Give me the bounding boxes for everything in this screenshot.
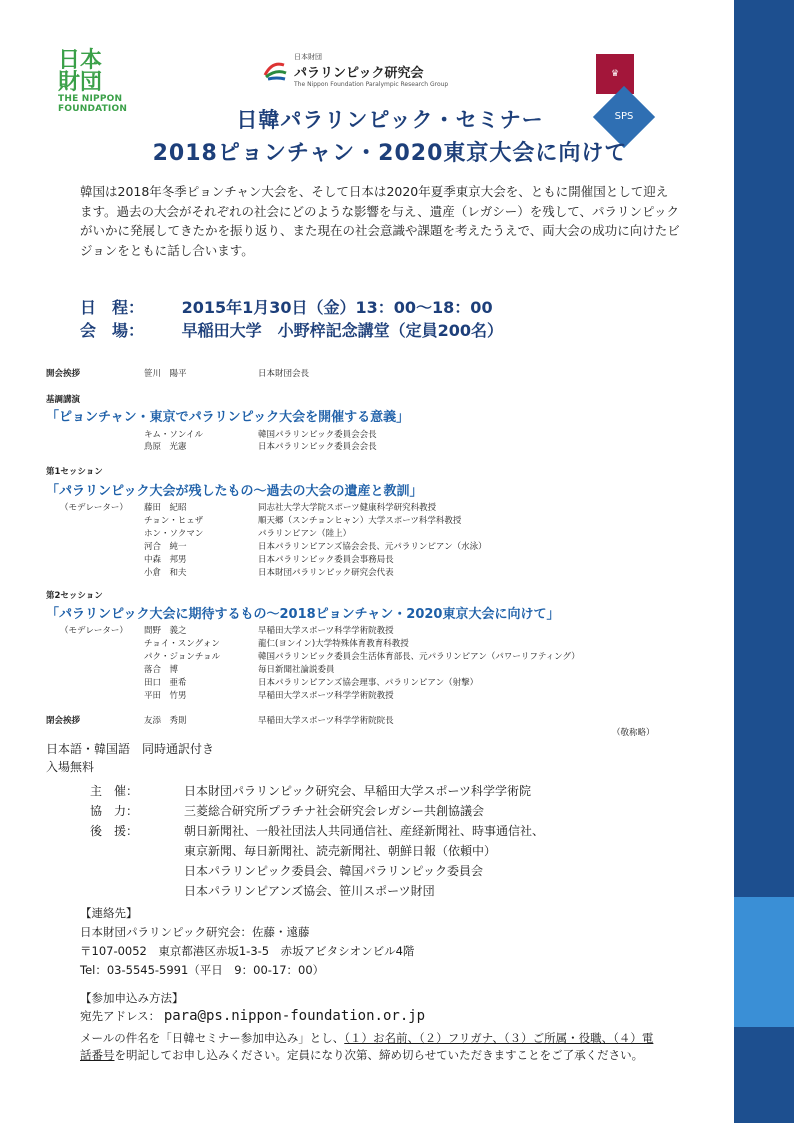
- keynote-label: 基調講演: [46, 395, 81, 405]
- host-label: 主 催：: [90, 784, 139, 798]
- contact-heading: 【連絡先】: [80, 906, 138, 920]
- speaker-aff: 毎日新聞社論説委員: [258, 665, 335, 675]
- speaker-aff: 早稲田大学スポーツ科学学術院教授: [258, 691, 394, 701]
- keynote-title: 「ピョンチャン・東京でパラリンピック大会を開催する意義」: [46, 410, 410, 425]
- nippon-foundation-text: THE NIPPON FOUNDATION: [58, 94, 128, 114]
- speaker-name: 藤田 紀昭: [144, 503, 187, 513]
- speaker-aff: 同志社大学大学院スポーツ健康科学研究科教授: [258, 503, 437, 513]
- speaker-name: 平田 竹男: [144, 691, 187, 701]
- coop-label: 協 力：: [90, 804, 139, 818]
- waseda-seal-icon: ♛: [596, 54, 634, 94]
- speaker-name: 小倉 和夫: [144, 568, 187, 578]
- speaker-name: チョイ・スングォン: [144, 639, 220, 649]
- email-label: 宛先アドレス：: [80, 1009, 161, 1023]
- contact-block: [80, 904, 414, 980]
- speaker-aff: パラリンピアン（陸上）: [258, 529, 352, 539]
- support-label: 後 援：: [90, 824, 139, 838]
- date-value: 2015年1月30日（金）13：00〜18：00: [181, 298, 493, 317]
- closing-aff: 早稲田大学スポーツ科学学術院院長: [258, 716, 394, 726]
- honorific-note: （敬称略）: [612, 728, 655, 738]
- apply-text-a: メールの件名を「日韓セミナー参加申込み」とし、: [80, 1031, 345, 1045]
- support-line: 日本パラリンピアンズ協会、笹川スポーツ財団: [184, 884, 435, 898]
- speaker-aff: 韓国パラリンピック委員会会長: [258, 430, 377, 440]
- speaker-aff: 早稲田大学スポーツ科学学術院教授: [258, 626, 394, 636]
- apply-required-fields: （１）お名前、（２）フリガナ、（３）ご所属・役職、（４）電話番号: [80, 1031, 654, 1062]
- opening-label: 開会挨拶: [46, 369, 81, 379]
- email-row: [80, 1008, 425, 1024]
- speaker-aff: 順天郷（スンチョンヒャン）大学スポーツ科学科教授: [258, 516, 462, 526]
- venue-row: [80, 318, 503, 341]
- speaker-name: 間野 義之: [144, 626, 187, 636]
- session1-label: 第1セッション: [46, 467, 103, 477]
- intro-paragraph: 韓国は2018年冬季ピョンチャン大会を、そして日本は2020年夏季東京大会を、ともに開催国として迎えます。過去の大会がそれぞれの社会にどのような影響を与え、遺産（レガシー）を残して、パラリンピックがいかに発展してきたかを振り返り、また現在の社会意識や課題を考えたうえで、両大会の成功に向けたビジョンをともに話し合います。: [80, 184, 680, 258]
- paralympic-research-logo: [262, 52, 462, 92]
- support-line: 日本パラリンピック委員会、韓国パラリンピック委員会: [184, 864, 484, 878]
- nippon-foundation-logo: [58, 48, 148, 114]
- para-top-text: 日本財団: [294, 53, 322, 61]
- side-band-accent: [734, 897, 794, 1027]
- session2-title: 「パラリンピック大会に期待するもの〜2018ピョンチャン・2020東京大会に向けて」: [46, 607, 560, 622]
- speaker-aff: 日本パラリンピック委員会会長: [258, 442, 377, 452]
- speaker-name: ホン・ソクマン: [144, 529, 204, 539]
- title-line-2: 2018ピョンチャン・2020東京大会に向けて: [152, 141, 628, 166]
- closing-label: 閉会挨拶: [46, 716, 81, 726]
- speaker-name: チョン・ヒェザ: [144, 516, 204, 526]
- speaker-aff: 日本パラリンピック委員会事務局長: [258, 555, 394, 565]
- paralympic-swirl-icon: [262, 57, 288, 83]
- nippon-foundation-mark: 日本 財団: [58, 48, 103, 95]
- session1-title: 「パラリンピック大会が残したもの〜過去の大会の遺産と教訓」: [46, 484, 423, 499]
- venue-label: 会 場：: [80, 321, 145, 340]
- support-line: 朝日新聞社、一般社団法人共同通信社、産経新聞社、時事通信社、: [184, 824, 545, 838]
- contact-address: 〒107-0052 東京都港区赤坂1-3-5 赤坂アビタシオンビル4階: [80, 944, 415, 958]
- speaker-name: 河合 純一: [144, 542, 187, 552]
- speaker-aff: 韓国パラリンピック委員会生活体育部長、元パラリンピアン（パワーリフティング）: [258, 652, 580, 662]
- moderator-label: （モデレーター）: [60, 503, 128, 513]
- admission-note: 入場無料: [46, 760, 95, 774]
- speaker-aff: 日本財団パラリンピック研究会代表: [258, 568, 394, 578]
- opening-aff: 日本財団会長: [258, 369, 310, 379]
- speaker-name: 鳥原 光憲: [144, 442, 187, 452]
- moderator-label: （モデレーター）: [60, 626, 128, 636]
- venue-value: 早稲田大学 小野梓記念講堂（定員200名）: [181, 321, 503, 340]
- speaker-name: 中森 邦男: [144, 555, 187, 565]
- date-row: [80, 295, 493, 318]
- email-link[interactable]: para@ps.nippon-foundation.or.jp: [163, 1008, 426, 1024]
- speaker-aff: 日本パラリンピアンズ協会会長、元パラリンピアン（水泳）: [258, 542, 487, 552]
- coop-value: 三菱総合研究所プラチナ社会研究会レガシー共創協議会: [184, 804, 485, 818]
- title-line-1: 日韓パラリンピック・セミナー: [236, 108, 544, 132]
- opening-name: 笹川 陽平: [144, 369, 187, 379]
- waseda-logos: [596, 54, 684, 122]
- interpretation-note: 日本語・韓国語 同時通訳付き: [46, 742, 215, 756]
- speaker-name: 落合 博: [144, 665, 179, 675]
- sps-text: SPS: [614, 111, 634, 122]
- session2-label: 第2セッション: [46, 591, 103, 601]
- para-sub-text: The Nippon Foundation Paralympic Research Group: [294, 81, 449, 88]
- date-label: 日 程：: [80, 298, 145, 317]
- apply-heading: 【参加申込み方法】: [80, 991, 184, 1005]
- speaker-name: パク・ジョンチョル: [144, 652, 221, 662]
- speaker-aff: 日本パラリンピアンズ協会理事、パラリンピアン（射撃）: [258, 678, 479, 688]
- para-main-text: パラリンピック研究会: [294, 66, 424, 81]
- apply-instructions: [80, 1030, 660, 1064]
- support-line: 東京新聞、毎日新聞社、読売新聞社、朝鮮日報（依頼中）: [184, 844, 497, 858]
- host-value: 日本財団パラリンピック研究会、早稲田大学スポーツ科学学術院: [184, 784, 532, 798]
- speaker-name: 田口 亜希: [144, 678, 187, 688]
- contact-tel: Tel：03-5545-5991（平日 9：00-17：00）: [80, 963, 325, 977]
- speaker-aff: 龍仁(ヨンイン)大学特殊体育教育科教授: [258, 639, 409, 649]
- speaker-name: キム・ソンイル: [144, 430, 203, 440]
- opening-row: [46, 367, 80, 379]
- contact-org: 日本財団パラリンピック研究会：佐藤・遠藤: [80, 925, 310, 939]
- apply-text-c: を明記してお申し込みください。定員になり次第、締め切らせていただきますことをご了承ください。: [114, 1048, 644, 1062]
- closing-name: 友添 秀則: [144, 716, 187, 726]
